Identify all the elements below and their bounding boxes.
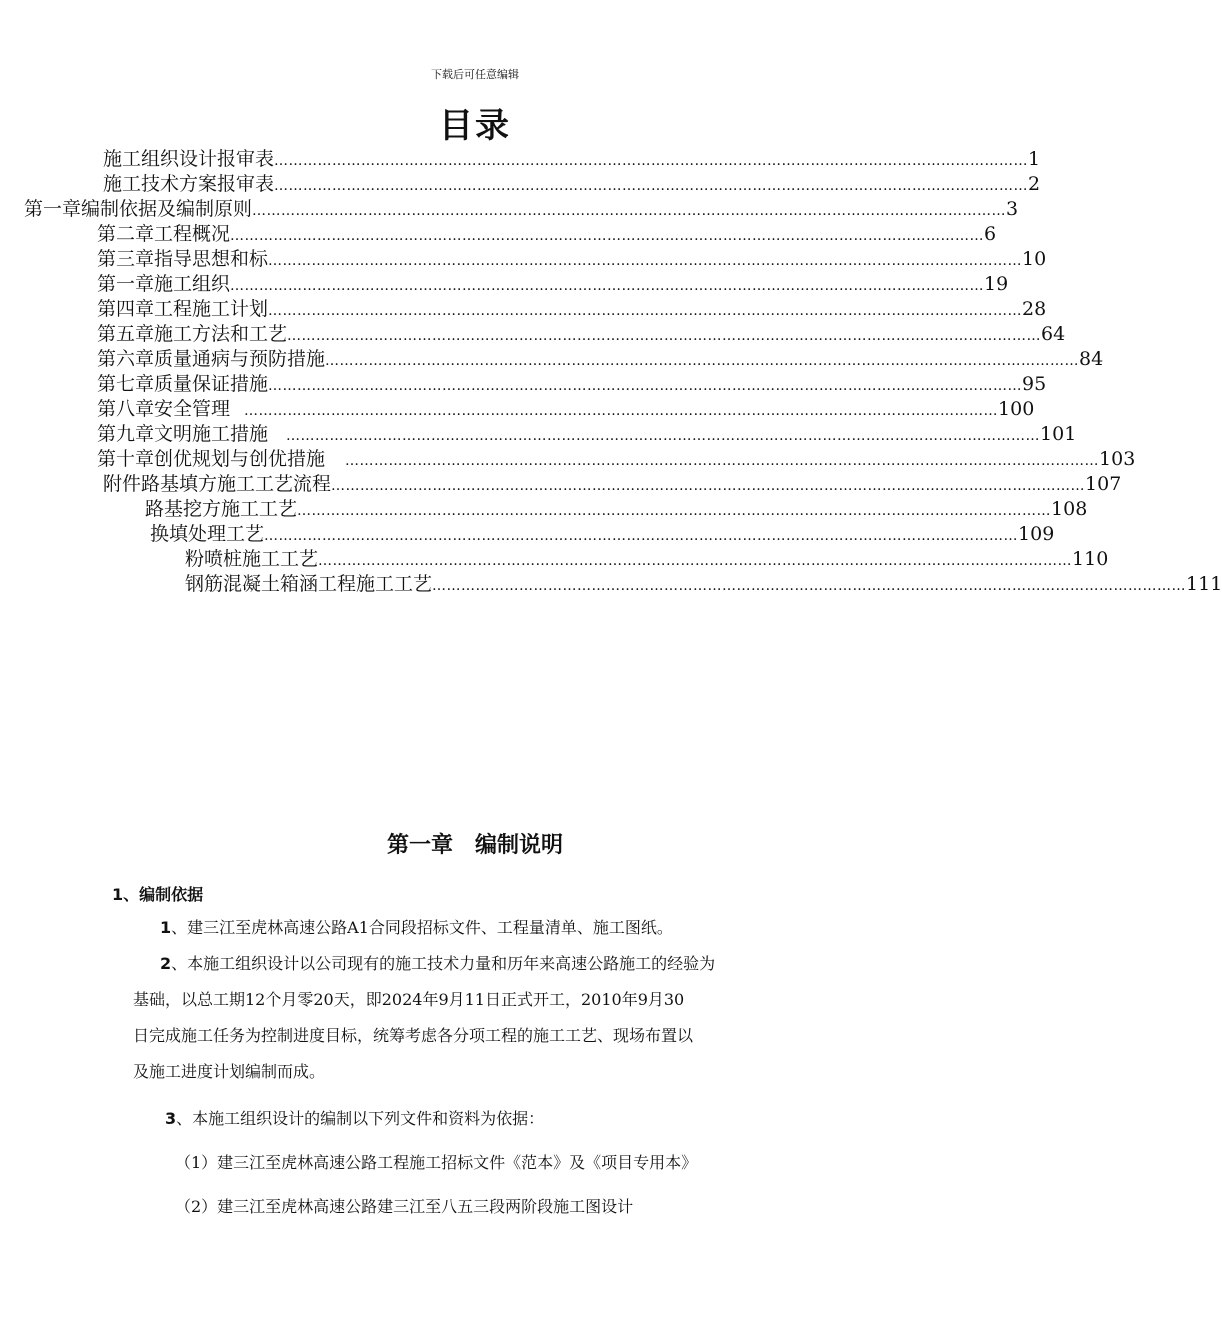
paragraph-line: [160, 948, 715, 980]
toc-entry[interactable]: [97, 446, 1136, 472]
toc-entry-number: 第四章: [97, 298, 155, 320]
paragraph-line: [165, 1103, 544, 1135]
toc-leader: …………………………………………………………………………………………………………………………………………: [274, 178, 1029, 194]
toc-entry-page: 6: [984, 223, 997, 245]
toc-entry-number: 第七章: [97, 373, 155, 395]
toc-leader: …………………………………………………………………………………………………………………………………………: [268, 378, 1023, 394]
toc-entry-page: 19: [984, 273, 1009, 295]
toc-entry-number: 第五章: [97, 323, 155, 345]
toc-entry[interactable]: [150, 521, 1055, 547]
toc-entry-page: 100: [998, 398, 1035, 420]
toc-entry-number: 第一章: [97, 273, 155, 295]
toc-entry[interactable]: [97, 246, 1047, 272]
paragraph-line: [133, 1056, 325, 1088]
toc-entry-page: 111: [1186, 573, 1222, 595]
toc-entry-number: 第九章: [97, 423, 155, 445]
toc-leader: …………………………………………………………………………………………………………………………………………: [230, 228, 985, 244]
toc-entry-label: 质量保证措施: [154, 373, 269, 395]
toc-entry-label: 安全管理: [154, 398, 231, 420]
toc-entry-page: 107: [1085, 473, 1122, 495]
toc-leader: …………………………………………………………………………………………………………………………………………: [230, 278, 985, 294]
toc-entry-number: 第六章: [97, 348, 155, 370]
paragraph-text: 、本施工组织设计的编制以下列文件和资料为依据：: [176, 1109, 545, 1128]
toc-entry-page: 1: [1028, 148, 1041, 170]
toc-entry-label: 编制依据及编制原则: [81, 198, 253, 220]
toc-entry[interactable]: [103, 471, 1122, 497]
toc-entry-label: 工程概况: [154, 223, 231, 245]
paragraph-text: （2）建三江至虎林高速公路建三江至八五三段两阶段施工图设计: [175, 1197, 634, 1216]
toc-entry[interactable]: [97, 271, 1009, 297]
paragraph-line: [175, 1147, 697, 1179]
toc-entry-label: 创优规划与创优措施: [154, 448, 326, 470]
toc-entry[interactable]: [97, 296, 1047, 322]
paragraph-line: [175, 1191, 633, 1223]
toc-entry[interactable]: [103, 146, 1041, 172]
toc-entry[interactable]: [97, 346, 1104, 372]
toc-entry-number: 附件: [103, 473, 142, 495]
toc-entry[interactable]: [97, 321, 1066, 347]
toc-leader: …………………………………………………………………………………………………………………………………………: [331, 478, 1086, 494]
toc-entry-label: 文明施工措施: [154, 423, 269, 445]
toc-entry-label: 换填处理工艺: [150, 523, 265, 545]
toc-leader: …………………………………………………………………………………………………………………………………………: [432, 578, 1187, 594]
toc-leader: …………………………………………………………………………………………………………………………………………: [345, 453, 1100, 469]
toc-leader: …………………………………………………………………………………………………………………………………………: [274, 153, 1029, 169]
toc-entry[interactable]: [185, 546, 1109, 572]
toc-entry-page: 2: [1028, 173, 1041, 195]
toc-entry[interactable]: [97, 421, 1077, 447]
toc-leader: …………………………………………………………………………………………………………………………………………: [325, 353, 1080, 369]
toc-entry[interactable]: [185, 571, 1222, 597]
toc-entry-label: 路基挖方施工工艺: [145, 498, 298, 520]
toc-entry-page: 64: [1041, 323, 1066, 345]
toc-entry[interactable]: [145, 496, 1088, 522]
toc-entry-label: 施工组织设计报审表: [103, 148, 275, 170]
toc-title: 目录: [439, 106, 511, 146]
toc-leader: …………………………………………………………………………………………………………………………………………: [286, 428, 1041, 444]
paragraph-text: 、建三江至虎林高速公路A1合同段招标文件、工程量清单、施工图纸。: [171, 918, 673, 937]
toc-entry-page: 28: [1022, 298, 1047, 320]
toc-entry-label: 粉喷桩施工工艺: [185, 548, 319, 570]
paragraph-line: [133, 1020, 693, 1052]
paragraph-number: 2: [160, 954, 172, 973]
toc-entry-page: 95: [1022, 373, 1047, 395]
toc-leader: …………………………………………………………………………………………………………………………………………: [244, 403, 999, 419]
toc-leader: …………………………………………………………………………………………………………………………………………: [268, 253, 1023, 269]
paragraph-text: （1）建三江至虎林高速公路工程施工招标文件《范本》及《项目专用本》: [175, 1153, 698, 1172]
toc-entry-page: 84: [1079, 348, 1104, 370]
toc-leader: …………………………………………………………………………………………………………………………………………: [264, 528, 1019, 544]
paragraph-line: [133, 984, 684, 1016]
paragraph-text: 及施工进度计划编制而成。: [133, 1062, 326, 1081]
toc-entry[interactable]: [97, 396, 1035, 422]
paragraph-text: 、本施工组织设计以公司现有的施工技术力量和历年来高速公路施工的经验为: [171, 954, 716, 973]
toc-entry-page: 3: [1006, 198, 1019, 220]
toc-entry-label: 施工方法和工艺: [154, 323, 288, 345]
toc-entry-number: 第一章: [24, 198, 82, 220]
toc-entry-label: 施工技术方案报审表: [103, 173, 275, 195]
toc-entry-label: 指导思想和标: [154, 248, 269, 270]
toc-entry-number: 第三章: [97, 248, 155, 270]
toc-entry-label: 质量通病与预防措施: [154, 348, 326, 370]
paragraph-text: 基础，以总工期12个月零20天，即2024年9月11日正式开工，2010年9月30: [133, 990, 685, 1009]
toc-entry-page: 10: [1022, 248, 1047, 270]
toc-leader: …………………………………………………………………………………………………………………………………………: [252, 203, 1007, 219]
toc-entry-page: 109: [1018, 523, 1055, 545]
toc-entry[interactable]: [97, 221, 997, 247]
paragraph-number: 3: [165, 1109, 177, 1128]
section-heading: 1、编制依据: [112, 885, 204, 904]
header-note: 下载后可任意编辑: [431, 68, 519, 81]
toc-leader: …………………………………………………………………………………………………………………………………………: [287, 328, 1042, 344]
toc-entry[interactable]: [24, 196, 1019, 222]
toc-entry[interactable]: [103, 171, 1041, 197]
paragraph-line: [160, 912, 673, 944]
toc-entry-page: 108: [1051, 498, 1088, 520]
chapter-title: 第一章 编制说明: [386, 833, 563, 858]
paragraph-number: 1: [160, 918, 172, 937]
toc-entry-label: 施工组织: [154, 273, 231, 295]
paragraph-text: 日完成施工任务为控制进度目标，统筹考虑各分项工程的施工工艺、现场布置以: [133, 1026, 694, 1045]
toc-entry-label: 工程施工计划: [154, 298, 269, 320]
toc-entry-number: 第八章: [97, 398, 155, 420]
toc-entry-page: 110: [1072, 548, 1109, 570]
toc-entry-number: 第十章: [97, 448, 155, 470]
toc-leader: …………………………………………………………………………………………………………………………………………: [318, 553, 1073, 569]
toc-entry-page: 103: [1099, 448, 1136, 470]
toc-leader: …………………………………………………………………………………………………………………………………………: [268, 303, 1023, 319]
toc-entry-page: 101: [1040, 423, 1077, 445]
toc-entry-number: 第二章: [97, 223, 155, 245]
toc-leader: …………………………………………………………………………………………………………………………………………: [297, 503, 1052, 519]
toc-entry[interactable]: [97, 371, 1047, 397]
toc-entry-label: 路基填方施工工艺流程: [141, 473, 332, 495]
toc-entry-label: 钢筋混凝土箱涵工程施工工艺: [185, 573, 433, 595]
